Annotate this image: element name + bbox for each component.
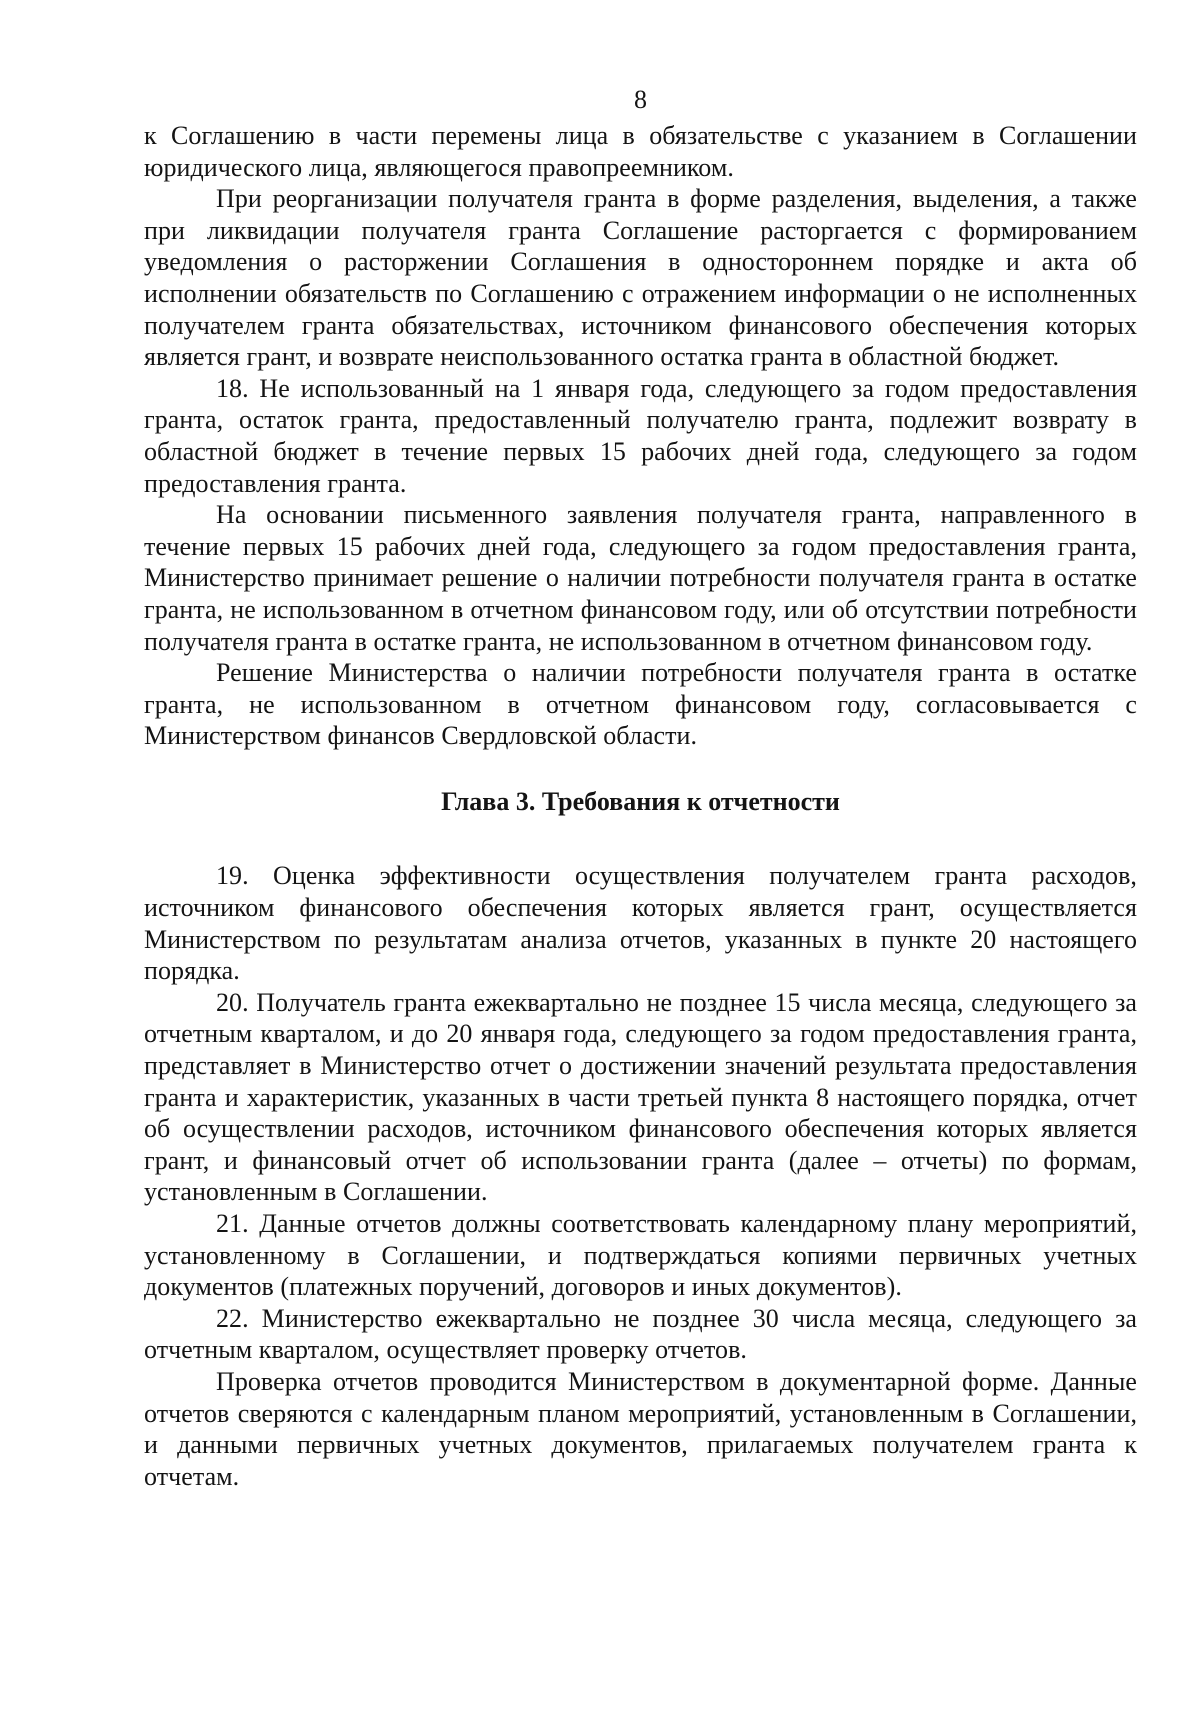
paragraph: Решение Министерства о наличии потребности получателя гранта в остатке гранта, не использованном в отчетном финансовом году, согласовывается с Министерством финансов Свердловской области. [144,658,1137,751]
paragraph: 20. Получатель гранта ежеквартально не позднее 15 числа месяца, следующего за отчетным кварталом, и до 20 января года, следующего за годом предоставления гранта, представляет в Министерство отчет о достижении значений результата предоставления гранта и характеристик, указанных в части третьей пункта 8 настоящего порядка, отчет об осуществлении расходов, источником финансового обеспечения которых является грант, и финансовый отчет об использовании гранта (далее – отчеты) по формам, установленным в Соглашении. [144,987,1137,1207]
paragraph: Проверка отчетов проводится Министерством в документарной форме. Данные отчетов сверяются с календарным планом мероприятий, установленным в Соглашении, и данными первичных учетных документов, прилагаемых получателем гранта к отчетам. [144,1366,1137,1491]
section-after [144,860,1137,1492]
paragraph: На основании письменного заявления получателя гранта, направленного в течение первых 15 рабочих дней года, следующего за годом предоставления гранта, Министерство принимает решение о наличии потребности получателя гранта в остатке гранта, не использованном в отчетном финансовом году, или об отсутствии потребности получателя гранта в остатке гранта, не использованном в отчетном финансовом году. [144,500,1137,656]
paragraph: 19. Оценка эффективности осуществления получателем гранта расходов, источником финансового обеспечения которых является грант, осуществляется Министерством по результатам анализа отчетов, указанных в пункте 20 настоящего порядка. [144,861,1137,986]
document-page [144,80,1137,1492]
paragraph: 22. Министерство ежеквартально не позднее 30 числа месяца, следующего за отчетным кварталом, осуществляет проверку отчетов. [144,1303,1137,1365]
section-before [144,120,1137,752]
paragraph: к Соглашению в части перемены лица в обязательстве с указанием в Соглашении юридического лица, являющегося правопреемником. [144,121,1137,182]
paragraph: При реорганизации получателя гранта в форме разделения, выделения, а также при ликвидации получателя гранта Соглашение расторгается с формированием уведомления о расторжении Соглашения в одностороннем порядке и акта об исполнении обязательств по Соглашению с отражением информации о не исполненных получателем гранта обязательствах, источником финансового обеспечения которых является грант, и возврате неиспользованного остатка гранта в областной бюджет. [144,184,1137,372]
page-number: 8 [634,85,647,114]
paragraph: 21. Данные отчетов должны соответствовать календарному плану мероприятий, установленному в Соглашении, и подтверждаться копиями первичных учетных документов (платежных поручений, договоров и иных документов). [144,1209,1137,1302]
chapter-title: Глава 3. Требования к отчетности [441,786,840,816]
paragraph: 18. Не использованный на 1 января года, следующего за годом предоставления гранта, остаток гранта, предоставленный получателю гранта, подлежит возврату в областной бюджет в течение первых 15 рабочих дней года, следующего за годом предоставления гранта. [144,373,1137,498]
